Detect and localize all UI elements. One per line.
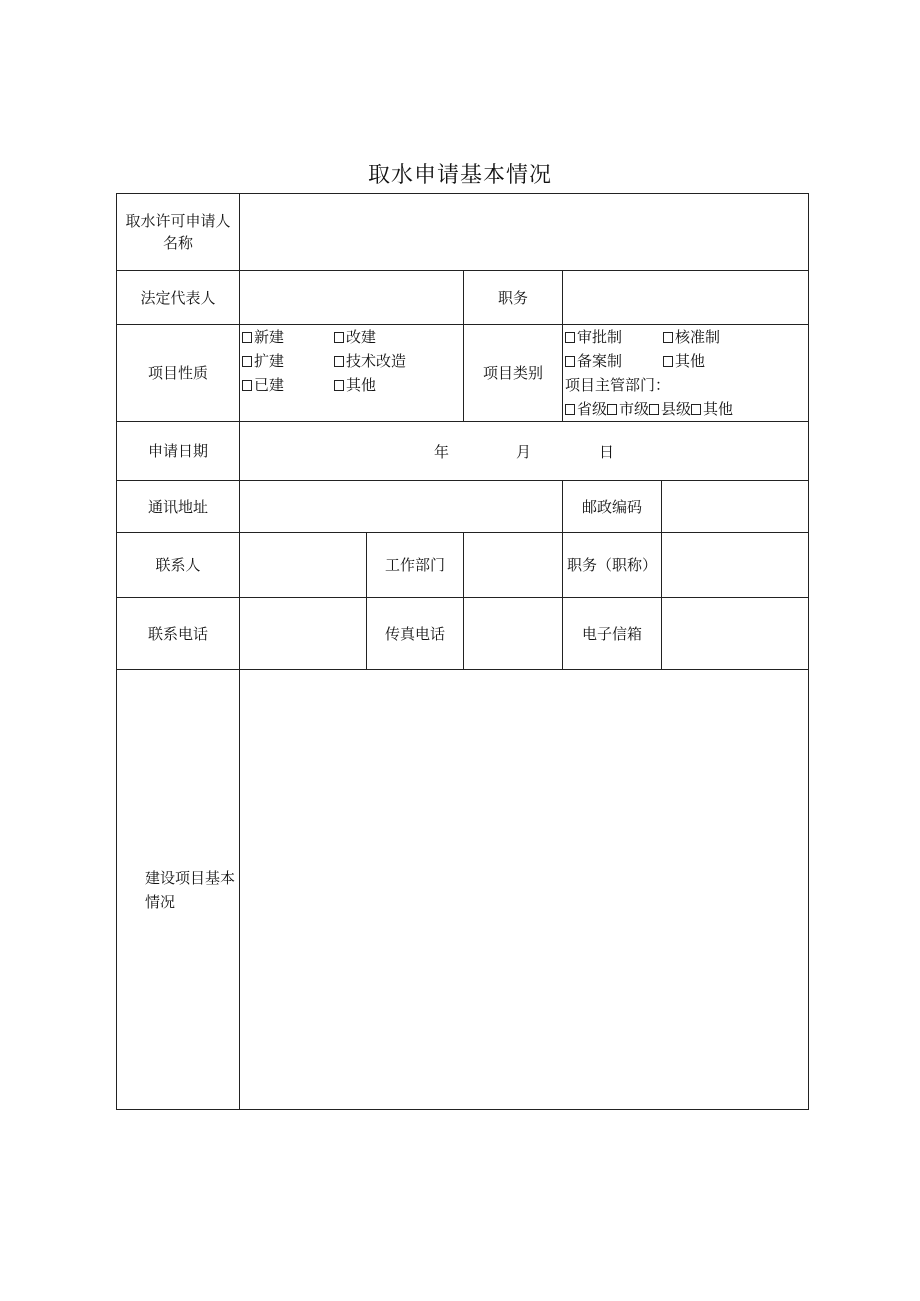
phone-field[interactable] [240, 598, 367, 670]
position-title-label: 职务（职称） [563, 533, 662, 598]
nature-option-expand[interactable] [242, 349, 334, 373]
position-field[interactable] [563, 271, 809, 325]
project-nature-options [240, 325, 464, 422]
project-category-options [563, 325, 809, 422]
checkbox-icon[interactable] [242, 356, 252, 367]
legal-rep-row [117, 271, 809, 325]
checkbox-icon[interactable] [565, 332, 575, 343]
authority-option-city-text: 市级 [619, 400, 650, 418]
nature-option-new[interactable] [242, 325, 334, 349]
checkbox-icon[interactable] [334, 356, 344, 367]
fax-field[interactable] [464, 598, 563, 670]
contact-label: 联系人 [117, 533, 240, 598]
checkbox-icon[interactable] [242, 332, 252, 343]
checkbox-icon[interactable] [607, 404, 617, 415]
checkbox-icon[interactable] [565, 404, 575, 415]
project-category-label: 项目类别 [464, 325, 563, 422]
authority-option-other-text: 其他 [703, 400, 734, 418]
email-label: 电子信箱 [563, 598, 662, 670]
authority-option-province-text: 省级 [577, 400, 608, 418]
nature-option-rebuild-text: 改建 [346, 328, 377, 346]
contact-field[interactable] [240, 533, 367, 598]
date-day-label: 日 [599, 443, 615, 461]
authority-option-province[interactable] [565, 397, 607, 421]
checkbox-icon[interactable] [663, 356, 673, 367]
checkbox-icon[interactable] [649, 404, 659, 415]
checkbox-icon[interactable] [334, 380, 344, 391]
category-option-record[interactable] [565, 349, 663, 373]
department-label: 工作部门 [367, 533, 464, 598]
apply-date-row [117, 422, 809, 481]
apply-date-label: 申请日期 [117, 422, 240, 481]
project-info-label [117, 670, 240, 1110]
category-option-other-text: 其他 [675, 352, 706, 370]
checkbox-icon[interactable] [565, 356, 575, 367]
checkbox-icon[interactable] [691, 404, 701, 415]
address-field[interactable] [240, 481, 563, 533]
applicant-name-field[interactable] [240, 194, 809, 271]
authority-option-city[interactable] [607, 397, 649, 421]
nature-option-tech-upgrade-text: 技术改造 [346, 352, 407, 370]
category-option-verify[interactable] [663, 325, 720, 349]
page-title: 取水申请基本情况 [367, 163, 552, 188]
category-option-verify-text: 核准制 [675, 328, 721, 346]
project-info-row [117, 670, 809, 1110]
phone-row [117, 598, 809, 670]
contact-row [117, 533, 809, 598]
nature-option-rebuild[interactable] [334, 325, 376, 349]
applicant-name-row [117, 194, 809, 271]
date-year-label: 年 [434, 443, 450, 461]
legal-rep-label: 法定代表人 [117, 271, 240, 325]
date-month-label: 月 [516, 443, 532, 461]
position-label: 职务 [464, 271, 563, 325]
applicant-name-label-text: 取水许可申请人名称 [125, 212, 231, 252]
category-option-approval-text: 审批制 [577, 328, 623, 346]
project-info-label-text: 建设项目基本情况 [145, 868, 236, 911]
category-option-other[interactable] [663, 349, 705, 373]
authority-option-county[interactable] [649, 397, 691, 421]
project-nature-row [117, 325, 809, 422]
phone-label: 联系电话 [117, 598, 240, 670]
nature-option-built[interactable] [242, 373, 334, 397]
legal-rep-field[interactable] [240, 271, 464, 325]
email-field[interactable] [662, 598, 809, 670]
category-option-approval[interactable] [565, 325, 663, 349]
postcode-field[interactable] [662, 481, 809, 533]
nature-option-new-text: 新建 [254, 328, 285, 346]
nature-option-other[interactable] [334, 373, 376, 397]
authority-label: 项目主管部门： [565, 376, 671, 394]
applicant-name-label [117, 194, 240, 271]
checkbox-icon[interactable] [663, 332, 673, 343]
authority-option-other[interactable] [691, 397, 733, 421]
nature-option-expand-text: 扩建 [254, 352, 285, 370]
project-info-field[interactable] [240, 670, 809, 1110]
application-form-table [116, 193, 809, 1110]
fax-label: 传真电话 [367, 598, 464, 670]
nature-option-built-text: 已建 [254, 376, 285, 394]
department-field[interactable] [464, 533, 563, 598]
checkbox-icon[interactable] [334, 332, 344, 343]
position-title-field[interactable] [662, 533, 809, 598]
category-option-record-text: 备案制 [577, 352, 623, 370]
postcode-label: 邮政编码 [563, 481, 662, 533]
address-label: 通讯地址 [117, 481, 240, 533]
address-row [117, 481, 809, 533]
nature-option-other-text: 其他 [346, 376, 377, 394]
authority-option-county-text: 县级 [661, 400, 692, 418]
project-nature-label: 项目性质 [117, 325, 240, 422]
apply-date-field[interactable] [240, 422, 809, 481]
nature-option-tech-upgrade[interactable] [334, 349, 406, 373]
checkbox-icon[interactable] [242, 380, 252, 391]
